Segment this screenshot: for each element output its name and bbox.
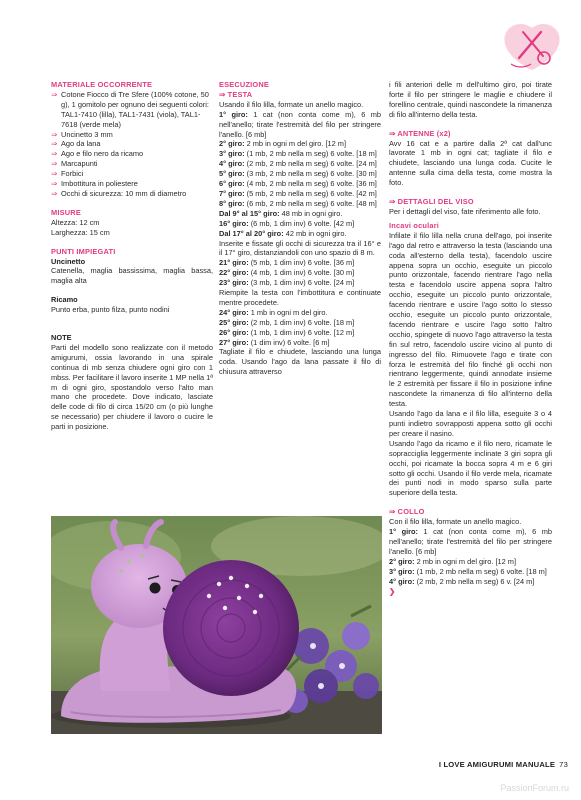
round-text: (2 mb, 1 dim inv) 6 volte. [18 m] [250, 317, 355, 327]
round-text: (4 mb, 1 dim inv) 6 volte. [30 m] [250, 268, 355, 278]
round-label: 1° giro: [389, 527, 418, 537]
round-text: 2 mb in ogni m del giro. [12 m] [416, 556, 517, 566]
round-line [219, 308, 381, 318]
round-line [389, 577, 552, 587]
round-line [219, 139, 381, 149]
round-text: (2 mb, 2 mb nella m seg) 6 volte. [24 m] [246, 159, 377, 169]
round-label: 16° giro: [219, 218, 249, 228]
round-text: (1 dim inv) 6 volte. [6 m] [250, 337, 330, 347]
magazine-logo [497, 14, 567, 74]
measure-height: Altezza: 12 cm [51, 217, 100, 227]
round-text: (5 mb, 2 mb nella m seg) 6 volte. [42 m] [246, 188, 377, 198]
round-line [219, 318, 381, 328]
round-line [219, 110, 381, 140]
round-label: 3° giro: [219, 149, 245, 159]
round-label: 23° giro: [219, 278, 249, 288]
round-text: (2 mb, 2 mb nella m seg) 6 v. [24 m] [416, 576, 535, 586]
neck-title [389, 507, 552, 517]
magazine-title: I LOVE AMIGURUMI MANUALE [438, 760, 556, 769]
round-label: 25° giro: [219, 317, 249, 327]
mouth-text: Usando l'ago da ricamo e il filo nero, ricamate le sopracciglia leggermente inclinate 3 giri sopra gli occhi, poi ricamate la bocca sopra 4 m e 6 giri sotto gli occhi. Usando il filo verde mela, ricamate dei punti nodi in modo sparso sulla parte superiore della testa. [389, 438, 552, 498]
execution-title: ESECUZIONE [219, 80, 270, 89]
round-line [389, 527, 552, 557]
round-text: (3 mb, 1 dim inv) 6 volte. [24 m] [250, 278, 355, 288]
nose-text: Usando l'ago da lana e il filo lilla, eseguite 3 o 4 punti indietro sovrapposti appena sotto gli occhi per creare il nasino. [389, 409, 552, 438]
snail-photo [51, 516, 382, 734]
round-label: Dal 9° al 15° giro: [219, 208, 280, 218]
round-label: 8° giro: [219, 198, 245, 208]
list-item: ⇒ Occhi di sicurezza: 10 mm di diametro [51, 189, 213, 199]
round-line [219, 258, 381, 268]
arrow-icon: ⇒ [389, 507, 398, 517]
page-number: 73 [559, 760, 568, 769]
round-label: 27° giro: [219, 337, 249, 347]
round-line [219, 278, 381, 288]
list-item: ⇒ Ago da lana [51, 139, 213, 149]
round-line [389, 567, 552, 577]
round-label: 4° giro: [389, 576, 415, 586]
face-title-label: DETTAGLI DEL VISO [397, 197, 474, 207]
footer-text [439, 760, 568, 769]
round-text: 2 mb in ogni m del giro. [12 m] [246, 139, 347, 149]
round-text: 1 mb in ogni m del giro. [250, 307, 328, 317]
embroidery-title: Ricamo [51, 295, 78, 305]
round-label: 22° giro: [219, 268, 249, 278]
rounds-list [389, 527, 552, 586]
rounds-list [219, 110, 381, 239]
round-text: (6 mb, 2 mb nella m seg) 6 volte. [48 m] [246, 198, 377, 208]
round-line [219, 189, 381, 199]
round-line [219, 268, 381, 278]
column-details [389, 80, 552, 596]
watermark: PassionForum.ru [500, 783, 569, 793]
continuation-text: i fili anteriori delle m dell'ultimo giro, poi tirate forte il filo per stringere le maglie e chiudere il forellino centrale, quindi nascondete la rimanenza di filo all'interno della testa. [389, 80, 552, 119]
round-label: 7° giro: [219, 188, 245, 198]
note-title: NOTE [51, 333, 72, 343]
list-item: ⇒ Cotone Fiocco di Tre Sfere (100% cotone, 50 g), 1 gomitolo per ognuno dei seguenti colori: TAL1-7410 (lilla), TAL1-7431 (viola), TAL1-7618 (verde mela) [51, 90, 213, 130]
round-label: 5° giro: [219, 169, 245, 179]
face-title [389, 197, 552, 207]
section-head-title [219, 90, 381, 100]
insert-eyes-text: Inserite e fissate gli occhi di sicurezza tra il 16° e il 17° giro, distanziandoli con uno spazio di 8 m. [219, 238, 381, 258]
rounds-list [219, 258, 381, 288]
arrow-icon: ⇒ [389, 197, 398, 207]
face-text: Per i dettagli del viso, fate riferimento alle foto. [389, 206, 541, 216]
round-line [219, 169, 381, 179]
closing-text: Tagliate il filo e chiudete, lasciando una lunga coda. Usando l'ago da lana passate il filo di chiusura attraverso [219, 347, 381, 377]
round-line [219, 229, 381, 239]
round-text: (1 mb, 2 mb nella m seg) 6 volte. [18 m] [246, 149, 377, 159]
antennae-title [389, 129, 552, 139]
round-label: 2° giro: [389, 556, 415, 566]
round-text: (1 mb, 1 dim inv) 6 volte. [12 m] [250, 327, 355, 337]
round-text: (1 mb, 2 mb nella m seg) 6 volte. [18 m] [416, 566, 547, 576]
round-text: 1 cat (non conta come m), 6 mb nell'anello; tirate l'estremità del filo per stringere l'anello. [6 mb] [219, 109, 382, 139]
round-label: 1° giro: [219, 109, 248, 119]
round-line [219, 159, 381, 169]
round-line [219, 209, 381, 219]
neck-intro: Con il filo lilla, formate un anello magico. [389, 517, 522, 527]
eyelids-title: Incavi oculari [389, 220, 440, 230]
rounds-list [219, 308, 381, 348]
arrow-icon: ⇒ [219, 89, 228, 99]
column-execution [219, 80, 381, 377]
round-line [389, 557, 552, 567]
column-materials [51, 80, 213, 432]
round-line [219, 179, 381, 189]
continue-arrow-icon: ❯ [389, 586, 396, 596]
list-item: ⇒ Uncinetto 3 mm [51, 130, 213, 140]
round-text: 42 mb in ogni giro. [285, 228, 347, 238]
round-label: 24° giro: [219, 307, 249, 317]
neck-title-label: COLLO [397, 507, 425, 517]
embroidery-text: Punto erba, punto filza, punto nodini [51, 305, 170, 315]
round-label: Dal 17° al 20° giro: [219, 228, 284, 238]
stitches-title: PUNTI IMPIEGATI [51, 246, 116, 256]
round-line [219, 328, 381, 338]
note-text: Parti del modello sono realizzate con il metodo amigurumi, ossia lavorando in una spirale continua di mb senza chiudere ogni giro con 1 mbss. Per facilitare il lavoro inserite 1 MP nella 1ª m di ogni giro, spostandolo verso l'alto man mano che procedete. Dove indicato, lasciate delle code di filo di circa 15/20 cm (o più lunghe se necessario) per chiudere il lavoro o cucire le parti in posizione. [51, 342, 213, 432]
round-text: (6 mb, 1 dim inv) 6 volte. [42 m] [250, 218, 355, 228]
list-item: ⇒ Imbottitura in poliestere [51, 179, 213, 189]
measure-width: Larghezza: 15 cm [51, 227, 110, 237]
round-text: 48 mb in ogni giro. [281, 208, 343, 218]
materials-list [51, 90, 213, 199]
round-label: 26° giro: [219, 327, 249, 337]
round-text: 1 cat (non conta come m), 6 mb nell'anello; tirate l'estremità del filo per stringere l'anello. [6 mb] [389, 527, 552, 556]
head-title-label: TESTA [227, 89, 253, 99]
list-item: ⇒ Marcapunti [51, 159, 213, 169]
round-label: 6° giro: [219, 179, 245, 189]
round-label: 21° giro: [219, 258, 249, 268]
crochet-text: Catenella, maglia bassissima, maglia bassa, maglia alta [51, 266, 213, 286]
head-intro: Usando il filo lilla, formate un anello magico. [219, 99, 364, 109]
round-line [219, 199, 381, 209]
round-label: 3° giro: [389, 566, 415, 576]
round-text: (4 mb, 2 mb nella m seg) 6 volte. [36 m] [246, 179, 377, 189]
round-line [219, 219, 381, 229]
round-text: (3 mb, 2 mb nella m seg) 6 volte. [30 m] [246, 169, 377, 179]
crochet-title: Uncinetto [51, 256, 86, 266]
stuff-text: Riempite la testa con l'imbottitura e continuate mentre procedete. [219, 288, 381, 307]
round-line [219, 338, 381, 348]
arrow-icon: ⇒ [389, 128, 398, 138]
round-line [219, 149, 381, 159]
round-label: 4° giro: [219, 159, 245, 169]
antennae-title-label: ANTENNE (x2) [397, 128, 451, 138]
materials-title: MATERIALE OCCORRENTE [51, 80, 153, 89]
list-item: ⇒ Forbici [51, 169, 213, 179]
eyelids-text: Infilate il filo lilla nella cruna dell'ago, poi inserite l'ago dal retro e attraverso la testa (lasciando una coda all'esterno della testa), facendolo uscire appena sopra un occhio, eseguite un piccolo punto orizzontale, facendo rientrare l'ago nella testa e facendolo uscire appena sopra l'altro occhio, eseguite un piccolo punto orizzontale, facendo rientrare e uscire l'ago sotto lo stesso occhio, eseguite un piccolo punto orizzontale, facendo rientrare e uscire l'ago sotto l'altro occhio, spingete di nuovo l'ago attraverso la testa fin sul retro, facendolo uscire vicino al punto di ingresso del filo. Rimuovete l'ago e tirate con forza le estremità del filo finché gli occhi non rientrano leggermente, quindi annodate insieme le 2 estremità per fissare il filo in posizione infine nascondete la rimanenza di filo all'interno della testa. [389, 230, 552, 409]
round-label: 2° giro: [219, 139, 245, 149]
round-text: (5 mb, 1 dim inv) 6 volte. [36 m] [250, 258, 355, 268]
list-item: ⇒ Ago e filo nero da ricamo [51, 149, 213, 159]
measures-title: MISURE [51, 207, 81, 217]
antennae-text: Avv 16 cat e a partire dalla 2ª cat dall'unc lavorate 1 mb in ogni cat; tagliate il filo e chiudete, lasciando una lunga coda. Cucite le antenne sulla cima della testa, come mostra la foto. [389, 138, 552, 188]
page-footer [0, 760, 581, 776]
